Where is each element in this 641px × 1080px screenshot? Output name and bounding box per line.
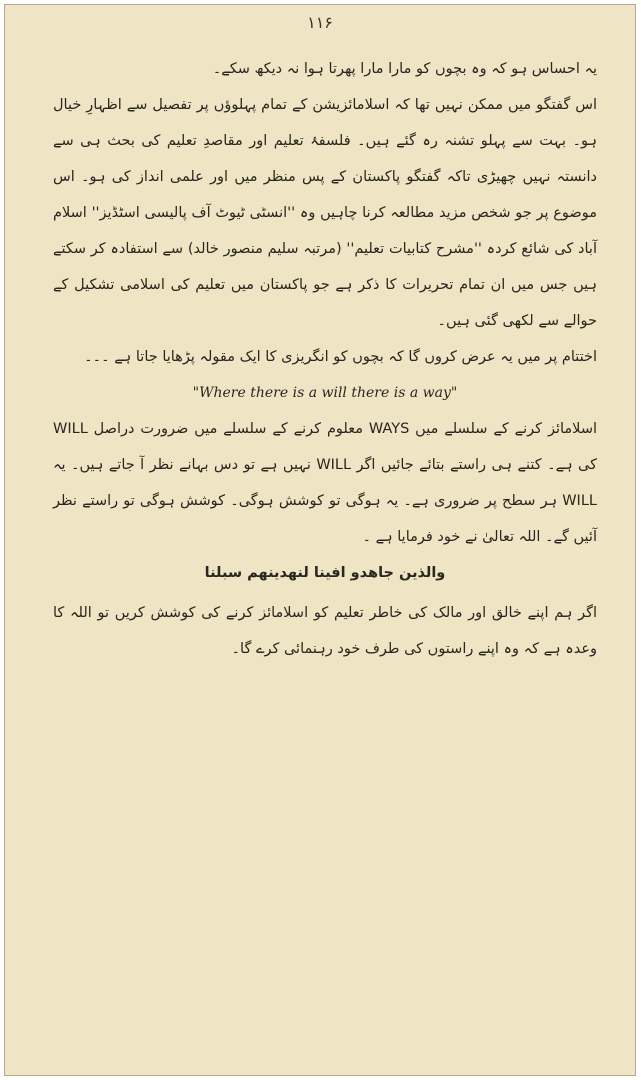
paragraph-discussion: اس گفتگو میں ممکن نہیں تھا کہ اسلامائزیشن کے تمام پہلوؤں پر تفصیل سے اظہارِ خیال ہو۔ بہت سے پہلو تشنہ رہ گئے ہیں۔ فلسفۂ تعلیم اور مقاصدِ تعلیم کی بحث ہی سے دانستہ نہیں چھیڑی تاکہ گفتگو پاکستان کے پس منظر میں اور علمی انداز کی ہو۔ اس موضوع پر جو شخص مزید مطالعہ کرنا چاہیں وہ ''انسٹی ٹیوٹ آف پالیسی اسٹڈیز'' اسلام آباد کی شائع کردہ ''مشرح کتابیات تعلیم'' (مرتبہ سلیم منصور خالد) سے استفادہ کر سکتے ہیں جس میں ان تمام تحریرات کا ذکر ہے جو پاکستان میں تعلیم کی اسلامی تشکیل کے حوالے سے لکھی گئی ہیں۔ xyxy=(53,97,597,329)
quranic-verse: والذین جاھدو افینا لنھدینھم سبلنا xyxy=(204,565,446,581)
book-page xyxy=(4,4,636,1076)
paragraph-closing: اگر ہم اپنے خالق اور مالک کی خاطر تعلیم کو اسلامائز کرنے کی کوشش کریں تو اللہ کا وعدہ ہے کہ وہ اپنے راستوں کی طرف خود رہنمائی کرے گا۔ xyxy=(53,605,597,657)
english-proverb: "Where there is a will there is a way" xyxy=(192,385,458,401)
page-body xyxy=(53,51,597,667)
page-number: ۱۱۶ xyxy=(307,13,333,32)
paragraph-conclusion-intro: اختتام پر میں یہ عرض کروں گا کہ بچوں کو انگریزی کا ایک مقولہ پڑھایا جاتا ہے ۔۔۔ xyxy=(84,349,597,365)
paragraph-opening: یہ احساس ہو کہ وہ بچوں کو مارا مارا پھرتا ہوا نہ دیکھ سکے۔ xyxy=(212,61,597,77)
paragraph-will: اسلامائز کرنے کے سلسلے میں WAYS معلوم کرنے کے سلسلے میں ضرورت دراصل WILL کی ہے۔ کتنے ہی راستے بتائے جائیں اگر WILL نہیں ہے تو دس بہانے نظر آ جاتے ہیں۔ یہ WILL ہر سطح پر ضروری ہے۔ یہ ہوگی تو کوشش ہوگی۔ کوشش ہوگی تو راستے نظر آئیں گے۔ اللہ تعالیٰ نے خود فرمایا ہے ۔ xyxy=(53,421,597,545)
